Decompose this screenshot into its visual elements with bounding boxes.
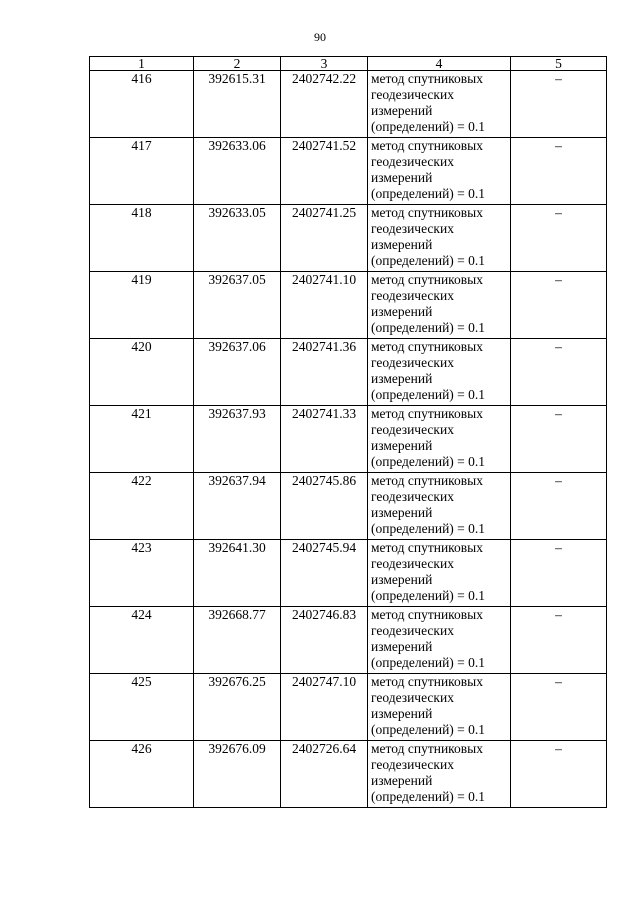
page-number: 90 bbox=[314, 30, 326, 44]
x-coordinate-cell: 392676.25 bbox=[194, 674, 281, 741]
note-cell: – bbox=[511, 272, 607, 339]
table-row bbox=[90, 339, 607, 406]
note-cell: – bbox=[511, 205, 607, 272]
table-header-row bbox=[90, 57, 607, 71]
y-coordinate-cell: 2402747.10 bbox=[281, 674, 368, 741]
note-cell: – bbox=[511, 473, 607, 540]
point-number-cell: 423 bbox=[90, 540, 194, 607]
x-coordinate-cell: 392676.09 bbox=[194, 741, 281, 808]
note-cell: – bbox=[511, 138, 607, 205]
y-coordinate-cell: 2402741.52 bbox=[281, 138, 368, 205]
method-cell: метод спутниковых геодезических измерений (определений) = 0.1 bbox=[368, 674, 511, 741]
note-cell: – bbox=[511, 607, 607, 674]
column-header-4: 4 bbox=[368, 57, 511, 71]
point-number-cell: 421 bbox=[90, 406, 194, 473]
x-coordinate-cell: 392641.30 bbox=[194, 540, 281, 607]
coordinates-table bbox=[89, 56, 607, 808]
method-cell: метод спутниковых геодезических измерений (определений) = 0.1 bbox=[368, 71, 511, 138]
x-coordinate-cell: 392637.94 bbox=[194, 473, 281, 540]
method-cell: метод спутниковых геодезических измерений (определений) = 0.1 bbox=[368, 205, 511, 272]
point-number-cell: 418 bbox=[90, 205, 194, 272]
point-number-cell: 420 bbox=[90, 339, 194, 406]
point-number-cell: 416 bbox=[90, 71, 194, 138]
table-row bbox=[90, 138, 607, 205]
y-coordinate-cell: 2402741.10 bbox=[281, 272, 368, 339]
x-coordinate-cell: 392668.77 bbox=[194, 607, 281, 674]
note-cell: – bbox=[511, 406, 607, 473]
x-coordinate-cell: 392633.05 bbox=[194, 205, 281, 272]
table-row bbox=[90, 473, 607, 540]
point-number-cell: 417 bbox=[90, 138, 194, 205]
point-number-cell: 422 bbox=[90, 473, 194, 540]
note-cell: – bbox=[511, 71, 607, 138]
y-coordinate-cell: 2402741.33 bbox=[281, 406, 368, 473]
column-header-1: 1 bbox=[90, 57, 194, 71]
x-coordinate-cell: 392637.05 bbox=[194, 272, 281, 339]
point-number-cell: 424 bbox=[90, 607, 194, 674]
note-cell: – bbox=[511, 540, 607, 607]
x-coordinate-cell: 392633.06 bbox=[194, 138, 281, 205]
method-cell: метод спутниковых геодезических измерений (определений) = 0.1 bbox=[368, 339, 511, 406]
y-coordinate-cell: 2402745.94 bbox=[281, 540, 368, 607]
point-number-cell: 419 bbox=[90, 272, 194, 339]
y-coordinate-cell: 2402741.36 bbox=[281, 339, 368, 406]
note-cell: – bbox=[511, 741, 607, 808]
x-coordinate-cell: 392615.31 bbox=[194, 71, 281, 138]
y-coordinate-cell: 2402741.25 bbox=[281, 205, 368, 272]
note-cell: – bbox=[511, 674, 607, 741]
x-coordinate-cell: 392637.06 bbox=[194, 339, 281, 406]
y-coordinate-cell: 2402746.83 bbox=[281, 607, 368, 674]
y-coordinate-cell: 2402742.22 bbox=[281, 71, 368, 138]
y-coordinate-cell: 2402726.64 bbox=[281, 741, 368, 808]
column-header-5: 5 bbox=[511, 57, 607, 71]
note-cell: – bbox=[511, 339, 607, 406]
table-row bbox=[90, 205, 607, 272]
table-row bbox=[90, 540, 607, 607]
table-row bbox=[90, 406, 607, 473]
column-header-3: 3 bbox=[281, 57, 368, 71]
y-coordinate-cell: 2402745.86 bbox=[281, 473, 368, 540]
method-cell: метод спутниковых геодезических измерений (определений) = 0.1 bbox=[368, 138, 511, 205]
method-cell: метод спутниковых геодезических измерений (определений) = 0.1 bbox=[368, 540, 511, 607]
method-cell: метод спутниковых геодезических измерений (определений) = 0.1 bbox=[368, 607, 511, 674]
point-number-cell: 425 bbox=[90, 674, 194, 741]
method-cell: метод спутниковых геодезических измерений (определений) = 0.1 bbox=[368, 473, 511, 540]
table-row bbox=[90, 607, 607, 674]
column-header-2: 2 bbox=[194, 57, 281, 71]
table-row bbox=[90, 272, 607, 339]
table-row bbox=[90, 741, 607, 808]
point-number-cell: 426 bbox=[90, 741, 194, 808]
x-coordinate-cell: 392637.93 bbox=[194, 406, 281, 473]
method-cell: метод спутниковых геодезических измерений (определений) = 0.1 bbox=[368, 406, 511, 473]
method-cell: метод спутниковых геодезических измерений (определений) = 0.1 bbox=[368, 272, 511, 339]
table-body bbox=[90, 71, 607, 808]
method-cell: метод спутниковых геодезических измерений (определений) = 0.1 bbox=[368, 741, 511, 808]
table-row bbox=[90, 674, 607, 741]
table-row bbox=[90, 71, 607, 138]
